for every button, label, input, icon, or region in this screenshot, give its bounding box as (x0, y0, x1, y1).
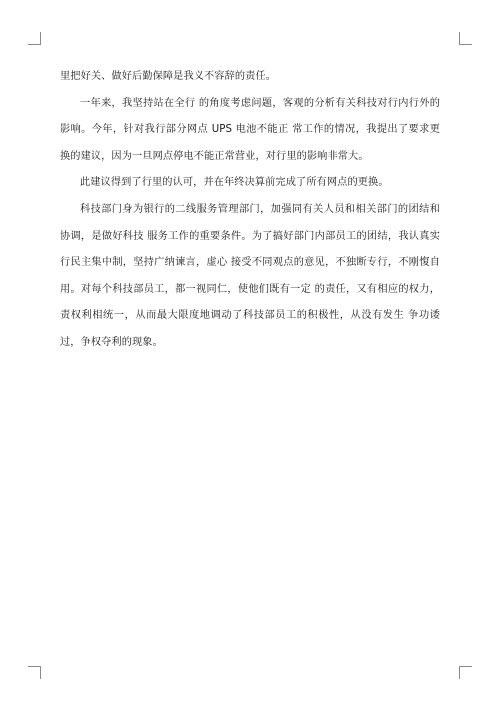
paragraph-continuation: 里把好关、做好后勤保障是我义不容辞的责任。 (60, 71, 277, 82)
crop-mark-top-right (459, 32, 472, 45)
crop-mark-bottom-left (28, 666, 41, 679)
crop-mark-top-left (28, 32, 41, 45)
paragraph-ups-suggestion: 一年来，我坚持站在全行 的角度考虑问题，客观的分析有关科技对行内行外的影响。今年，针对我行部分网点 UPS 电池不能正 常工作的情况，我提出了要求更换的建议，因为一旦网点停电不能正常营业，对行里的影响非常大。 (60, 97, 440, 162)
document-body (60, 64, 440, 357)
paragraph-suggestion-approved: 此建议得到了行里的认可，并在年终决算前完成了所有网点的更换。 (80, 177, 389, 189)
crop-mark-bottom-right (459, 666, 472, 679)
paragraph-team-coordination: 科技部门身为银行的二线服务管理部门，加强同有关人员和相关部门的团结和协调，是做好科技 服务工作的重要条件。为了搞好部门内部员工的团结，我认真实行民主集中制，坚持广纳谏言，虚心 接受不同观点的意见，不独断专行，不刚愎自用。对每个科技部员工，都一视同仁，使他们既有一定 的责任，又有相应的权力，责权利相统一，从而最大限度地调动了科技部员工的积极性，从没有发生 争功诿过，争权夺利的现象。 (60, 203, 440, 348)
